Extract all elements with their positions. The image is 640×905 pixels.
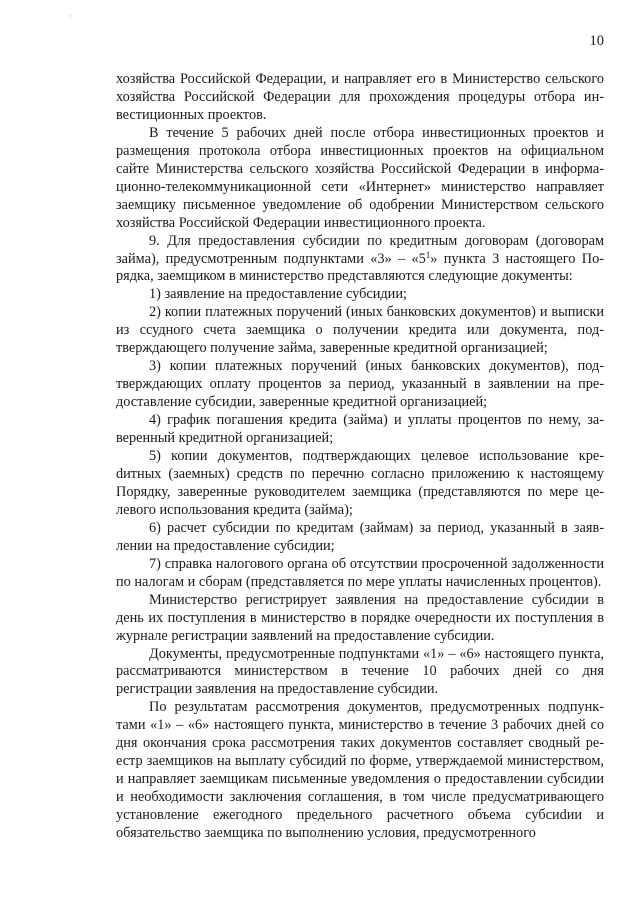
list-item: 2) копии платежных поручений (иных банковских документов) и выписки из ссудного счета заемщика о получении кредита или документа, подтверждающего получение займа, заверенные кредитной организацией; [116, 304, 604, 357]
paragraph-review-results: По результатам рассмотрения документов, предусмотренных подпунктами «1» – «6» настоящего пункта, министерство в течение 3 рабочих дней со дня окончания срока рассмотрения таких документов составляет сводный реестр заемщиков на выплату субсидий по форме, утверждаемой министерством, и направляет заемщикам письменные уведомления о предоставлении субсидии и необходимости заключения соглашения, в том числе предусматривающего установление ежегодного предельного расчетного объема субсиdии и обязательство заемщика по выполнению условия, предусмотренного [116, 699, 604, 842]
list-item: 7) справка налогового органа об отсутствии просроченной задолженности по налогам и сборам (представляется по мере уплаты начисленных процентов). [116, 555, 604, 590]
paragraph-review-period: Документы, предусмотренные подпунктами «1» – «6» настоящего пункта, рассматриваются министерством в течение 10 рабочих дней со дня регистрации заявления на предоставление субсидии. [116, 645, 604, 698]
superscript-marker: 1 [425, 249, 431, 260]
scan-artifact [70, 14, 71, 17]
list-item: 3) копии платежных поручений (иных банковских документов), подтверждающих оплату процентов за период, указанный в заявлении на предоставление субсидии, заверенные кредитной организацией; [116, 358, 604, 411]
page-number: 10 [589, 33, 604, 49]
paragraph-notification: В течение 5 рабочих дней после отбора инвестиционных проектов и размещения протокола отбора инвестиционных проектов на официальном сайте Министерства сельского хозяйства Российской Федерации в информационно-телекоммуникационной сети «Интернет» министерство направляет заемщику письменное уведомление об одобрении Министерством сельского хозяйства Российской Федерации инвестиционного проекта. [116, 124, 604, 231]
list-item: 4) график погашения кредита (займа) и уплаты процентов по нему, заверенный кредитной организацией; [116, 412, 604, 447]
section-9-text-end: » пункта 3 настоящего Порядка, заемщиком в министерство представляются следующие документы: [116, 250, 604, 285]
list-item: 5) копии документов, подтверждающих целевое использование креdитных (заемных) средств по перечню согласно приложению к настоящему Порядку, заверенные руководителем заемщика (представляются по мере целевого использования кредита (займа); [116, 448, 604, 518]
document-body [116, 71, 604, 843]
paragraph-section-9 [116, 233, 604, 287]
paragraph-registration: Министерство регистрирует заявления на предоставление субсидии в день их поступления в министерство в порядке очередности их поступления в журнале регистрации заявлений на предоставление субсидии. [116, 591, 604, 644]
paragraph-continuation: хозяйства Российской Федерации, и направляет его в Министерство сельского хозяйства Российской Федерации для прохождения процедуры отбора инвестиционных проектов. [116, 71, 604, 123]
list-item: 1) заявление на предоставление субсидии; [149, 286, 407, 303]
section-9-text-start: 9. Для предоставления субсидии по кредитным договорам (договорам займа), предусмотренным подпунктами «3» – «5 [116, 232, 604, 267]
list-item: 6) расчет субсидии по кредитам (займам) за период, указанный в заявлении на предоставление субсидии; [116, 519, 604, 554]
